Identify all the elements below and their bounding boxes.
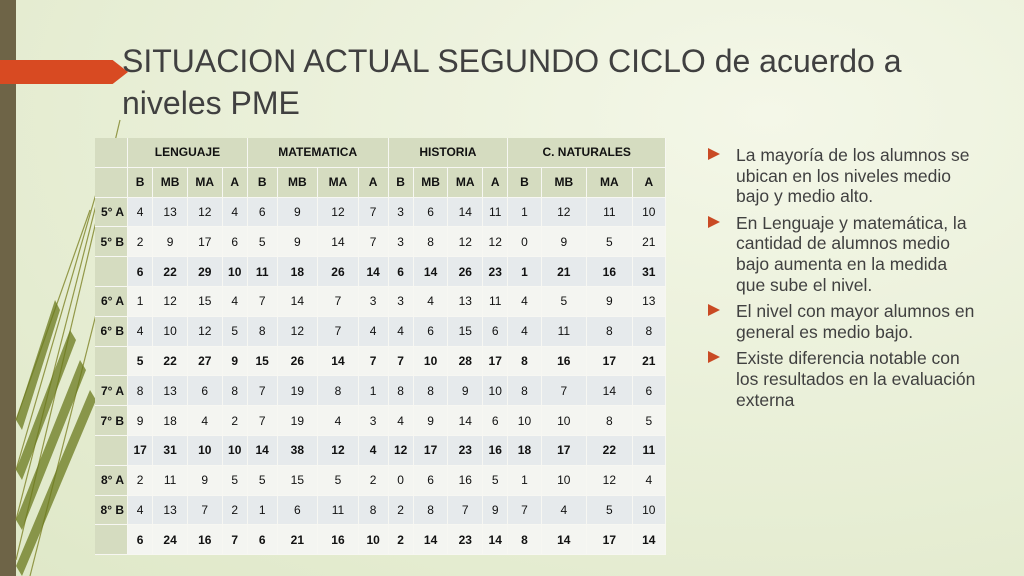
table-cell: 17 — [587, 347, 633, 377]
table-cell: 7 — [248, 406, 278, 436]
table-cell: 10 — [223, 257, 248, 287]
table-cell: 0 — [389, 466, 414, 496]
table-cell: 17 — [542, 436, 588, 466]
table-cell: 12 — [542, 198, 588, 228]
total-row — [95, 525, 666, 555]
table-cell: 4 — [318, 406, 359, 436]
table-cell: 11 — [483, 287, 508, 317]
table-cell: 10 — [508, 406, 541, 436]
table-cell: 31 — [153, 436, 188, 466]
table-cell: 26 — [448, 257, 483, 287]
level-header: B — [389, 168, 414, 198]
table-cell: 5 — [483, 466, 508, 496]
table-cell: 1 — [508, 198, 541, 228]
level-header-row — [95, 168, 666, 198]
table-cell: 7 — [389, 347, 414, 377]
table-cell: 29 — [188, 257, 223, 287]
table-cell: 5 — [248, 466, 278, 496]
table-cell: 17 — [587, 525, 633, 555]
table-cell: 14 — [248, 436, 278, 466]
table-cell: 5 — [248, 227, 278, 257]
table-cell: 8 — [508, 347, 541, 377]
table-cell: 4 — [223, 198, 248, 228]
table-cell: 7 — [542, 376, 588, 406]
table-cell: 7 — [359, 198, 389, 228]
level-header: A — [633, 168, 666, 198]
table-cell: 19 — [278, 376, 319, 406]
table-cell: 4 — [223, 287, 248, 317]
table-cell: 16 — [448, 466, 483, 496]
table-cell: 1 — [248, 496, 278, 526]
table-row — [95, 227, 666, 257]
table-row — [95, 287, 666, 317]
title-accent-tab — [0, 60, 128, 84]
table-cell: 21 — [542, 257, 588, 287]
table-cell: 10 — [633, 198, 666, 228]
table-cell: 26 — [318, 257, 359, 287]
level-header: MB — [278, 168, 319, 198]
table-cell: 9 — [223, 347, 248, 377]
table-cell: 12 — [483, 227, 508, 257]
table-cell: 7 — [508, 496, 541, 526]
table-cell: 14 — [318, 347, 359, 377]
table-cell: 8 — [389, 376, 414, 406]
table-cell: 6 — [278, 496, 319, 526]
row-label: 8° A — [95, 466, 128, 496]
table-cell: 5 — [542, 287, 588, 317]
table-cell: 7 — [223, 525, 248, 555]
table-cell: 8 — [587, 317, 633, 347]
row-label — [95, 436, 128, 466]
table-cell: 10 — [633, 496, 666, 526]
bullet-item — [708, 145, 978, 207]
table-cell: 12 — [448, 227, 483, 257]
row-label — [95, 525, 128, 555]
table-cell: 2 — [389, 496, 414, 526]
table-cell: 14 — [318, 227, 359, 257]
table-cell: 18 — [153, 406, 188, 436]
level-header: A — [223, 168, 248, 198]
table-cell: 16 — [483, 436, 508, 466]
table-cell: 18 — [278, 257, 319, 287]
table-cell: 4 — [128, 198, 153, 228]
level-header: MB — [153, 168, 188, 198]
table-cell: 4 — [389, 406, 414, 436]
table-cell: 7 — [248, 287, 278, 317]
table-cell: 6 — [414, 466, 449, 496]
table-cell: 12 — [318, 436, 359, 466]
bullet-text: La mayoría de los alumnos se ubican en los niveles medio bajo y medio alto. — [736, 145, 970, 207]
bullet-item — [708, 301, 978, 342]
table-cell: 38 — [278, 436, 319, 466]
table-cell: 8 — [508, 525, 541, 555]
level-header: MA — [188, 168, 223, 198]
table-cell: 16 — [542, 347, 588, 377]
table-row — [95, 198, 666, 228]
table-cell: 11 — [318, 496, 359, 526]
table-cell: 8 — [223, 376, 248, 406]
table-cell: 6 — [188, 376, 223, 406]
table-cell: 24 — [153, 525, 188, 555]
table-cell: 6 — [483, 317, 508, 347]
table-cell: 7 — [188, 496, 223, 526]
row-label: 5° A — [95, 198, 128, 228]
subject-header: C. NATURALES — [508, 138, 666, 168]
table-cell: 28 — [448, 347, 483, 377]
table-cell: 26 — [278, 347, 319, 377]
table-cell: 3 — [389, 227, 414, 257]
table-cell: 3 — [389, 287, 414, 317]
table-cell: 19 — [278, 406, 319, 436]
slide-title: SITUACION ACTUAL SEGUNDO CICLO de acuerdo a niveles PME — [122, 43, 902, 121]
subject-header-row — [95, 138, 666, 168]
table-cell: 12 — [278, 317, 319, 347]
arrow-icon — [708, 304, 720, 316]
results-table — [95, 138, 666, 555]
table-cell: 2 — [128, 227, 153, 257]
table-cell: 9 — [483, 496, 508, 526]
table-cell: 16 — [587, 257, 633, 287]
bullet-text: En Lenguaje y matemática, la cantidad de alumnos medio bajo aumenta en la medida que sube el nivel. — [736, 212, 967, 295]
table-cell: 14 — [359, 257, 389, 287]
level-header: A — [359, 168, 389, 198]
table-cell: 8 — [633, 317, 666, 347]
subject-header: LENGUAJE — [128, 138, 248, 168]
table-cell: 1 — [508, 257, 541, 287]
table-cell: 18 — [508, 436, 541, 466]
table-cell: 23 — [483, 257, 508, 287]
table-cell: 11 — [483, 198, 508, 228]
table-cell: 2 — [389, 525, 414, 555]
table-cell: 11 — [542, 317, 588, 347]
table-cell: 8 — [414, 227, 449, 257]
table-cell: 12 — [188, 317, 223, 347]
table-cell: 15 — [188, 287, 223, 317]
table-cell: 9 — [587, 287, 633, 317]
table-cell: 11 — [153, 466, 188, 496]
table-cell: 7 — [359, 347, 389, 377]
bullet-text: El nivel con mayor alumnos en general es medio bajo. — [736, 301, 975, 342]
table-row — [95, 466, 666, 496]
arrow-icon — [708, 216, 720, 228]
level-header: MA — [318, 168, 359, 198]
table-cell: 5 — [318, 466, 359, 496]
table-cell: 6 — [389, 257, 414, 287]
table-cell: 7 — [359, 227, 389, 257]
level-header: MA — [587, 168, 633, 198]
table-cell: 13 — [153, 496, 188, 526]
table-cell: 16 — [318, 525, 359, 555]
table-cell: 4 — [542, 496, 588, 526]
table-cell: 12 — [153, 287, 188, 317]
table-cell: 9 — [153, 227, 188, 257]
table-cell: 6 — [483, 406, 508, 436]
row-label: 7° B — [95, 406, 128, 436]
table-cell: 13 — [448, 287, 483, 317]
table-cell: 22 — [153, 257, 188, 287]
table-cell: 5 — [633, 406, 666, 436]
row-label: 7° A — [95, 376, 128, 406]
table-cell: 13 — [153, 376, 188, 406]
table-cell: 10 — [542, 406, 588, 436]
table-cell: 31 — [633, 257, 666, 287]
table-cell: 7 — [448, 496, 483, 526]
table-row — [95, 406, 666, 436]
table-cell: 15 — [248, 347, 278, 377]
table-cell: 16 — [188, 525, 223, 555]
table-cell: 21 — [278, 525, 319, 555]
corner-cell — [95, 138, 128, 168]
level-header: B — [128, 168, 153, 198]
table-cell: 10 — [223, 436, 248, 466]
row-label: 8° B — [95, 496, 128, 526]
arrow-icon — [708, 351, 720, 363]
table-cell: 9 — [414, 406, 449, 436]
table-cell: 14 — [414, 525, 449, 555]
level-header: B — [248, 168, 278, 198]
table-cell: 3 — [359, 406, 389, 436]
table-cell: 15 — [448, 317, 483, 347]
table-cell: 9 — [188, 466, 223, 496]
table-cell: 14 — [414, 257, 449, 287]
table-cell: 23 — [448, 436, 483, 466]
table-cell: 9 — [278, 227, 319, 257]
table-cell: 23 — [448, 525, 483, 555]
table-cell: 13 — [153, 198, 188, 228]
table-cell: 6 — [223, 227, 248, 257]
table-cell: 14 — [542, 525, 588, 555]
table-cell: 10 — [153, 317, 188, 347]
table-cell: 27 — [188, 347, 223, 377]
table-cell: 0 — [508, 227, 541, 257]
table-cell: 10 — [483, 376, 508, 406]
table-cell: 10 — [188, 436, 223, 466]
table-cell: 13 — [633, 287, 666, 317]
table-cell: 17 — [128, 436, 153, 466]
table-cell: 1 — [128, 287, 153, 317]
table-cell: 15 — [278, 466, 319, 496]
table-cell: 8 — [248, 317, 278, 347]
table-cell: 4 — [188, 406, 223, 436]
table-cell: 12 — [389, 436, 414, 466]
table-cell: 21 — [633, 227, 666, 257]
table-cell: 9 — [448, 376, 483, 406]
table-cell: 6 — [248, 525, 278, 555]
table-cell: 4 — [508, 317, 541, 347]
table-cell: 8 — [414, 376, 449, 406]
table-cell: 22 — [587, 436, 633, 466]
table-cell: 9 — [542, 227, 588, 257]
bullet-item — [708, 348, 978, 410]
table-cell: 8 — [414, 496, 449, 526]
table-cell: 14 — [448, 406, 483, 436]
table-cell: 6 — [128, 257, 153, 287]
table-cell: 8 — [318, 376, 359, 406]
table-cell: 10 — [542, 466, 588, 496]
table-cell: 4 — [389, 317, 414, 347]
table-cell: 7 — [318, 287, 359, 317]
table-cell: 10 — [359, 525, 389, 555]
table-cell: 4 — [359, 436, 389, 466]
row-label — [95, 347, 128, 377]
table-cell: 22 — [153, 347, 188, 377]
row-label: 6° A — [95, 287, 128, 317]
table-cell: 8 — [128, 376, 153, 406]
level-header: MA — [448, 168, 483, 198]
table-cell: 1 — [359, 376, 389, 406]
table-cell: 6 — [414, 317, 449, 347]
table-cell: 11 — [248, 257, 278, 287]
arrow-icon — [708, 148, 720, 160]
table-cell: 2 — [128, 466, 153, 496]
table-cell: 12 — [188, 198, 223, 228]
table-row — [95, 376, 666, 406]
table-cell: 11 — [633, 436, 666, 466]
corner-cell — [95, 168, 128, 198]
table-cell: 5 — [128, 347, 153, 377]
level-header: MB — [414, 168, 449, 198]
table-cell: 6 — [414, 198, 449, 228]
total-row — [95, 347, 666, 377]
table-cell: 3 — [359, 287, 389, 317]
total-row — [95, 257, 666, 287]
row-label — [95, 257, 128, 287]
table-cell: 4 — [508, 287, 541, 317]
level-header: MB — [542, 168, 588, 198]
table-cell: 14 — [483, 525, 508, 555]
table-cell: 4 — [128, 317, 153, 347]
table-cell: 5 — [223, 466, 248, 496]
table-cell: 14 — [587, 376, 633, 406]
table-cell: 8 — [359, 496, 389, 526]
bullet-list — [708, 145, 978, 416]
table-cell: 21 — [633, 347, 666, 377]
table-cell: 2 — [359, 466, 389, 496]
table-cell: 1 — [508, 466, 541, 496]
table-cell: 4 — [128, 496, 153, 526]
subject-header: MATEMATICA — [248, 138, 389, 168]
table-cell: 3 — [389, 198, 414, 228]
table-cell: 2 — [223, 496, 248, 526]
table-cell: 14 — [633, 525, 666, 555]
bullet-item — [708, 213, 978, 295]
table-cell: 7 — [318, 317, 359, 347]
table-cell: 14 — [278, 287, 319, 317]
table-cell: 8 — [508, 376, 541, 406]
table-cell: 4 — [414, 287, 449, 317]
table-row — [95, 317, 666, 347]
table-cell: 2 — [223, 406, 248, 436]
table-cell: 5 — [223, 317, 248, 347]
table-cell: 6 — [248, 198, 278, 228]
table-cell: 6 — [128, 525, 153, 555]
table-row — [95, 496, 666, 526]
table-cell: 17 — [483, 347, 508, 377]
table-cell: 8 — [587, 406, 633, 436]
row-label: 6° B — [95, 317, 128, 347]
table-cell: 9 — [278, 198, 319, 228]
subject-header: HISTORIA — [389, 138, 509, 168]
table-cell: 17 — [188, 227, 223, 257]
level-header: B — [508, 168, 541, 198]
table-cell: 7 — [248, 376, 278, 406]
table-cell: 5 — [587, 227, 633, 257]
total-row — [95, 436, 666, 466]
table-cell: 17 — [414, 436, 449, 466]
table-cell: 5 — [587, 496, 633, 526]
table-cell: 4 — [633, 466, 666, 496]
level-header: A — [483, 168, 508, 198]
table-cell: 10 — [414, 347, 449, 377]
table-cell: 12 — [587, 466, 633, 496]
table-cell: 11 — [587, 198, 633, 228]
table-cell: 9 — [128, 406, 153, 436]
table-cell: 4 — [359, 317, 389, 347]
table-cell: 14 — [448, 198, 483, 228]
row-label: 5° B — [95, 227, 128, 257]
bullet-text: Existe diferencia notable con los resultados en la evaluación externa — [736, 348, 976, 410]
table-cell: 6 — [633, 376, 666, 406]
table-cell: 12 — [318, 198, 359, 228]
